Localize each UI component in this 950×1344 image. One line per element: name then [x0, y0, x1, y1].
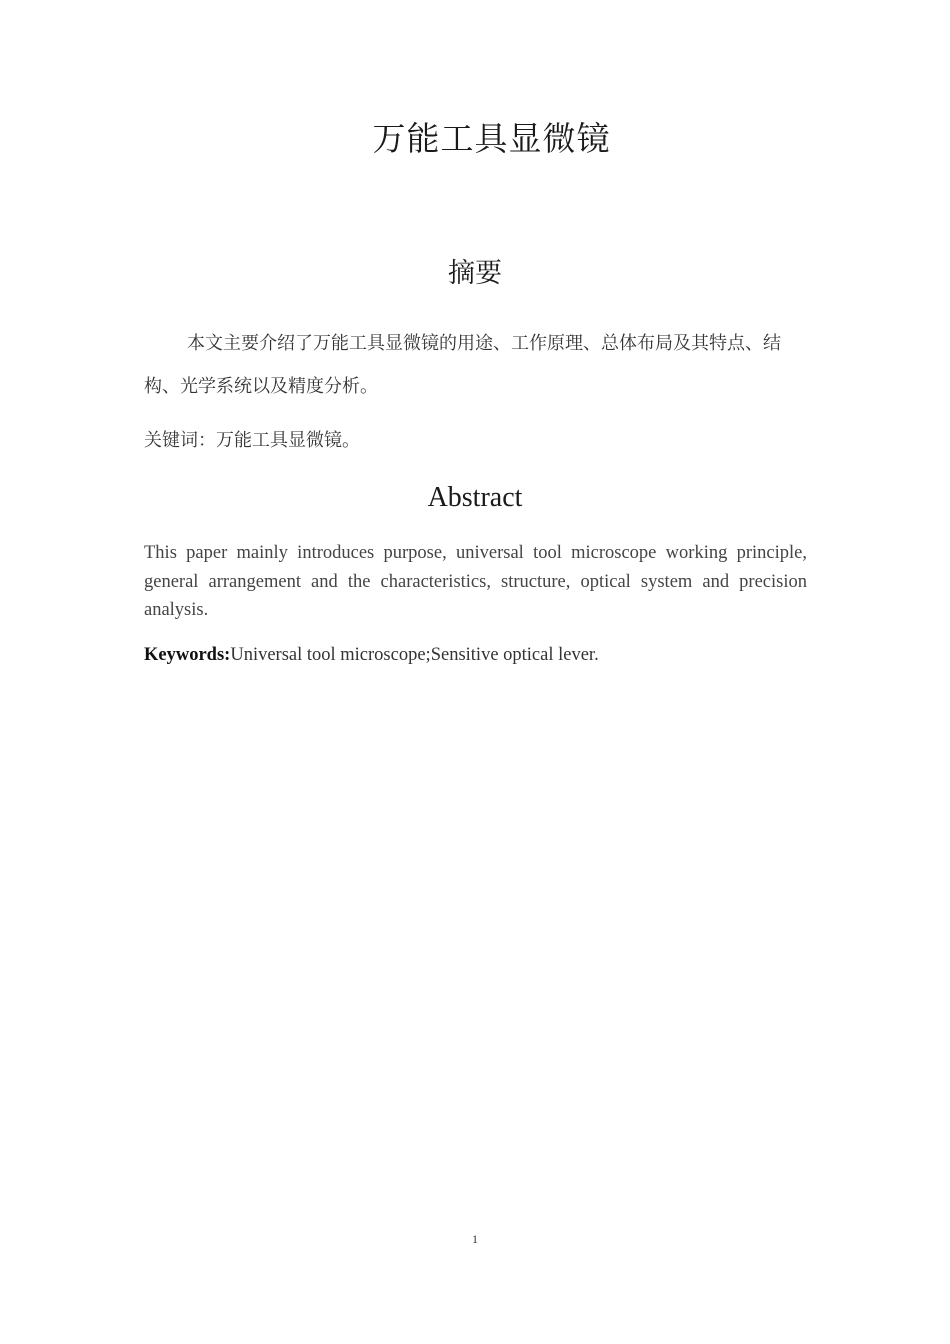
page-number: 1	[472, 1232, 478, 1246]
abstract-zh-body: 本文主要介绍了万能工具显微镜的用途、工作原理、总体布局及其特点、结构、光学系统以及精度分析。	[144, 333, 781, 397]
keywords-en-label: Keywords:	[144, 645, 231, 665]
keywords-zh: 关键词：万能工具显微镜。	[144, 430, 360, 451]
abstract-en-heading: Abstract	[427, 482, 523, 513]
abstract-en-body: This paper mainly introduces purpose, universal tool microscope working principle, general arrangement and the characteristics, structure, optical system and precision analysis.	[144, 543, 807, 620]
abstract-zh-heading: 摘要	[448, 258, 502, 289]
document-title: 万能工具显微镜	[372, 119, 611, 158]
keywords-en	[144, 641, 808, 669]
keywords-en-text: Universal tool microscope;Sensitive optical lever.	[230, 645, 599, 665]
